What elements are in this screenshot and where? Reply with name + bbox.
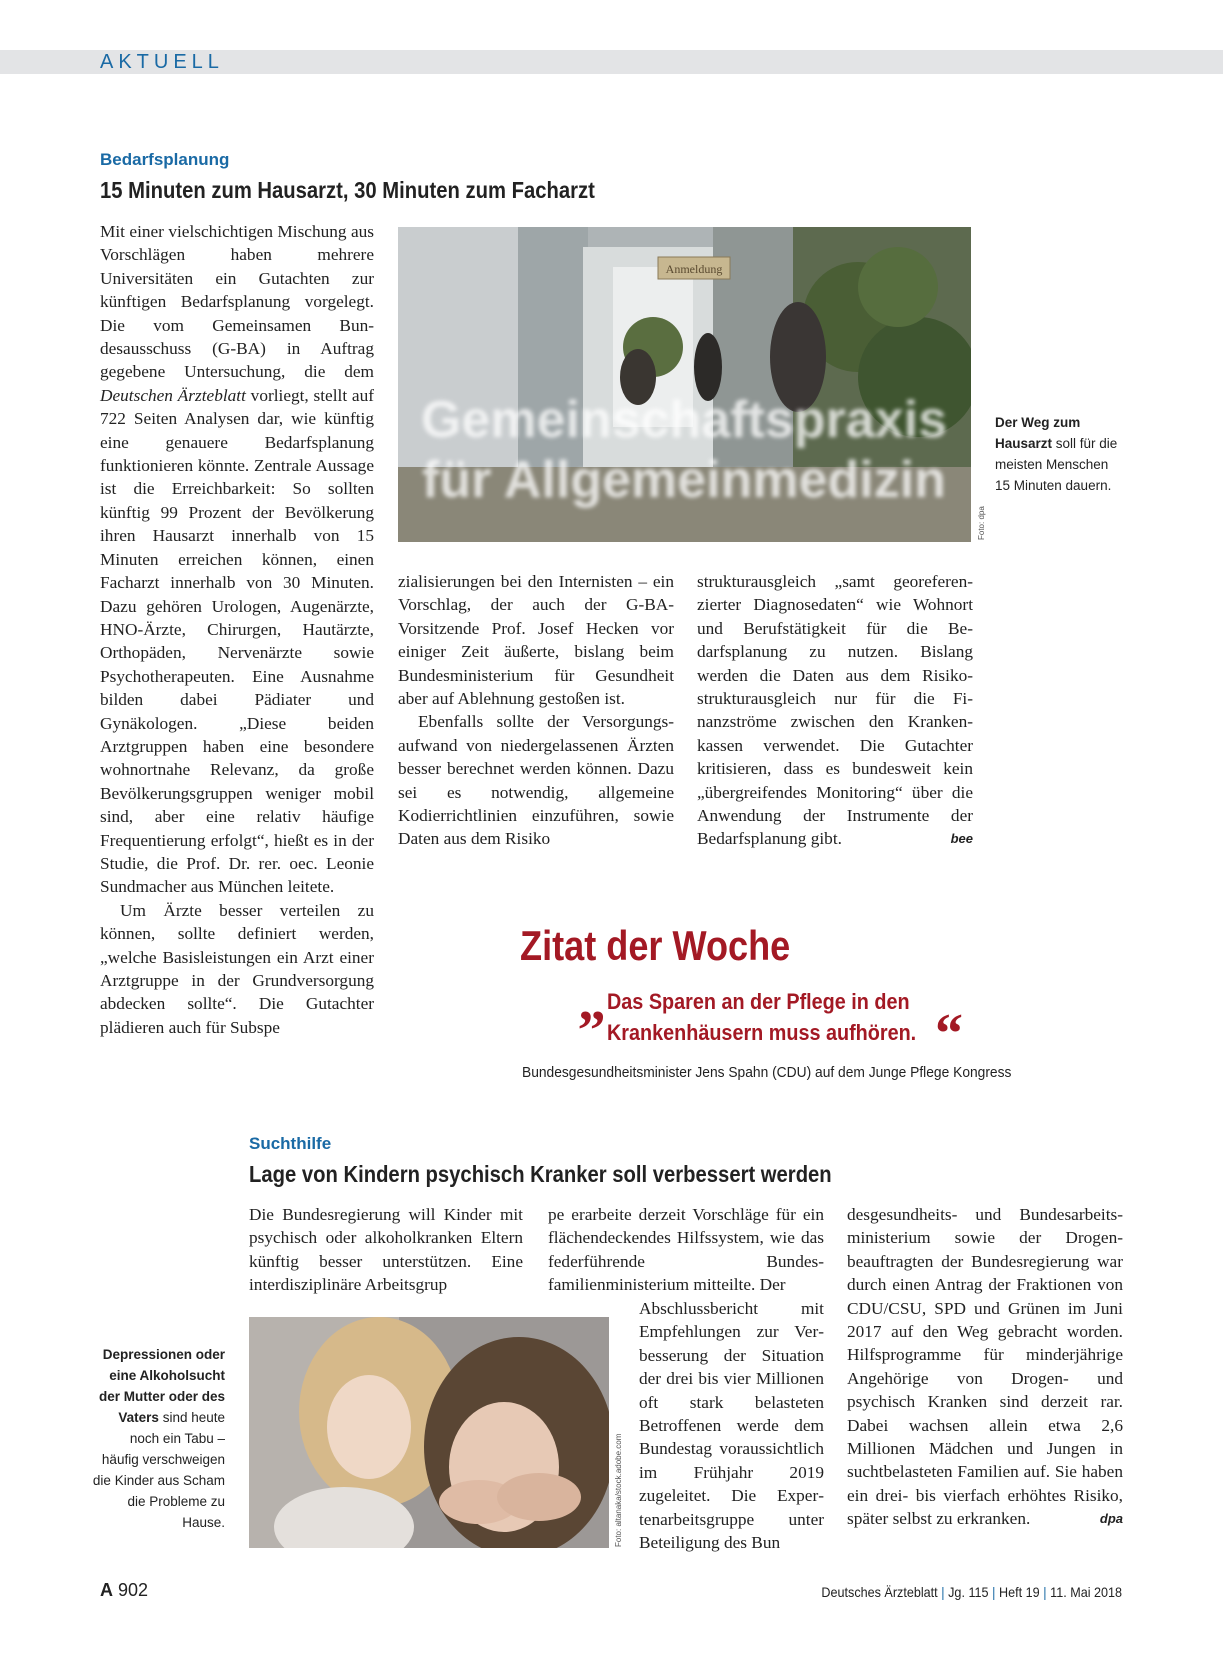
photo-credit: Foto: altanaka/stock.adobe.com: [614, 1433, 623, 1547]
journal-volume: Jg. 115: [948, 1584, 989, 1600]
mother-child-photo: [249, 1317, 609, 1548]
article1-paragraph: Um Ärzte besser verteilen zu können, sollte definiert werden, „welche Basisleistungen ein Arzt einer Arztgruppe in der Grundversorgung abdecken sollte“. Die Gutachter plädieren auch für Subspe: [100, 900, 374, 1037]
author-signature: dpa: [1099, 1511, 1123, 1527]
mother-child-illustration: [249, 1317, 609, 1548]
page-number: A 902: [100, 1580, 149, 1600]
article1-paragraph: Mit einer vielschichtigen Mischung aus Vorschlägen haben mehrere Universitäten ein Gutachten zur künftigen Bedarfsplanung vorgelegt. Die vom Gemeinsamen Bundesausschuss (G-BA) in Auftrag gegebene Untersuchung, die dem Deutschen Ärzteblatt vorliegt, stellt auf 722 Seiten Analysen dar, wie künftig eine genauere Bedarfsplanung funktionieren könnte. Zentrale Aussage ist die Erreichbarkeit: So sollten künftig 99 Prozent der Bevölkerung ihren Hausarzt innerhalb von 15 Minuten erreichen können, einen Facharzt innerhalb von 30 Minuten. Dazu gehören Urologen, Augenärzte, HNO-Ärzte, Chirurgen, Hautärzte, Orthopäden, Nervenärzte sowie Psychotherapeuten. Eine Ausnahme bilden dabei Pädiater und Gynäkologen. „Diese beiden Arztgruppen haben eine besondere wohnortnahe Relevanz, da große Bevölkerungsgruppen weniger mobil sind, aber eine relativ häufige Frequentierung erfolgt“, hießt es in der Studie, die Prof. Dr. rer. oec. Leonie Sundmacher aus München leitete.: [100, 222, 374, 897]
photo-sign-line-2: für Allgemeinmedizin: [422, 451, 946, 509]
article2-paragraph: desgesundheits- und Bundesarbeitsministerium sowie der Drogenbeauftragten der Bundesregierung war durch einen Antrag der Fraktionen von CDU/CSU, SPD und Grünen im Juni 2017 auf den Weg gebracht worden. Hilfsprogramme für minderjährige Angehörige von Drogen- und psychisch Kranken sind derzeit rar. Dabei wachsen allein etwa 2,6 Millionen Mädchen und Jungen in suchtbelasteten Familien auf. Sie haben ein drei- bis vierfach erhöhtes Risiko, später selbst zu erkranken. dpa: [847, 1203, 1123, 1531]
article1-kicker: Bedarfsplanung: [100, 150, 230, 169]
photo-sign-line-1: Gemeinschaftspraxis: [420, 391, 948, 449]
article2-column-2-bottom: [639, 1297, 824, 1554]
article2-column-1: [249, 1203, 523, 1297]
article2-title: Lage von Kindern psychisch Kranker soll verbessert werden: [249, 1161, 832, 1187]
journal-name: Deutsches Ärzteblatt: [821, 1584, 938, 1600]
quote-close-mark: “: [935, 1003, 963, 1065]
journal-date: 11. Mai 2018: [1050, 1584, 1122, 1600]
journal-title: Deutschen Ärzteblatt: [100, 385, 246, 405]
article1-column-3: [697, 570, 973, 851]
quote-of-week-title: Zitat der Woche: [520, 922, 791, 969]
article1-paragraph: strukturausgleich „samt georeferenzierter Diagnosedaten“ wie Wohnort und Berufstätigkeit für die Bedarfsplanung zu nutzen. Bislang werden die Daten aus dem Risikostrukturausgleich nur für die Finanzströme zwischen den Krankenkassen verwendet. Die Gutachter kritisieren, dass es bundesweit kein „übergreifendes Monitoring“ über die Anwendung der Instrumente der Bedarfsplanung gibt. bee: [697, 570, 973, 851]
journal-issue: Heft 19: [998, 1584, 1040, 1600]
article1-photo-caption: Der Weg zum Hausarzt soll für die meisten Menschen 15 Minuten dauern.: [995, 415, 1118, 493]
article1-title: 15 Minuten zum Hausarzt, 30 Minuten zum Facharzt: [100, 177, 595, 203]
article2-column-2-top: [548, 1203, 824, 1297]
author-signature: bee: [950, 831, 973, 847]
quote-open-mark: „: [578, 971, 606, 1033]
photo-credit: Foto: dpa: [977, 506, 986, 540]
journal-info: Deutsches Ärzteblatt | Jg. 115 | Heft 19 | 11. Mai 2018: [821, 1584, 1122, 1600]
quote-source: Bundesgesundheitsminister Jens Spahn (CDU) auf dem Junge Pflege Kongress: [522, 1064, 1012, 1081]
article2-paragraph: Abschlussbericht mit Empfehlungen zur Verbesserung der Situation der drei bis vier Millionen oft stark belasteten Betroffenen werde dem Bundestag voraussichtlich im Frühjahr 2019 zugeleitet. Die Expertenarbeitsgruppe unter Beteiligung des Bun: [639, 1299, 824, 1553]
article1-paragraph: zialisierungen bei den Internisten – ein Vorschlag, der auch der G-BA-Vorsitzende Prof. Josef Hecken vor einiger Zeit äußerte, bislang beim Bundesministerium für Gesundheit aber auf Ablehnung gestoßen ist.: [398, 572, 674, 709]
waiting-room-illustration: [398, 227, 971, 542]
article1-column-2: [398, 570, 674, 851]
article1-paragraph: Ebenfalls sollte der Versorgungsaufwand von niedergelassenen Ärzten besser berechnet werden können. Dazu sei es notwendig, allgemeine Kodierrichtlinien einzuführen, sowie Daten aus dem Risiko: [398, 712, 674, 849]
article1-column-1: [100, 220, 374, 1039]
quote-line-1: Das Sparen an der Pflege in den: [607, 989, 910, 1014]
article2-kicker: Suchthilfe: [249, 1134, 332, 1153]
quote-line-2: Krankenhäusern muss aufhören.: [607, 1020, 917, 1045]
photo-sign-anmeldung: Anmeldung: [665, 262, 723, 276]
article2-paragraph: Die Bundesregierung will Kinder mit psychisch oder alkoholkranken Eltern künftig besser unterstützen. Eine interdisziplinäre Arbeitsgrup: [249, 1205, 523, 1295]
waiting-room-photo: [398, 227, 971, 542]
section-label: AKTUELL: [100, 51, 224, 73]
article2-photo-caption: Depressionen oder eine Alkoholsucht der Mutter oder des Vaters sind heute noch ein Tabu – häufig verschweigen die Kinder aus Scham die Probleme zu Hause.: [92, 1347, 225, 1530]
article2-column-3: [847, 1203, 1123, 1531]
article2-paragraph: pe erarbeite derzeit Vorschläge für ein flächendeckendes Hilfssystem, wie das federführende Bundesfamilienministerium mitteilte. Der: [548, 1205, 824, 1295]
